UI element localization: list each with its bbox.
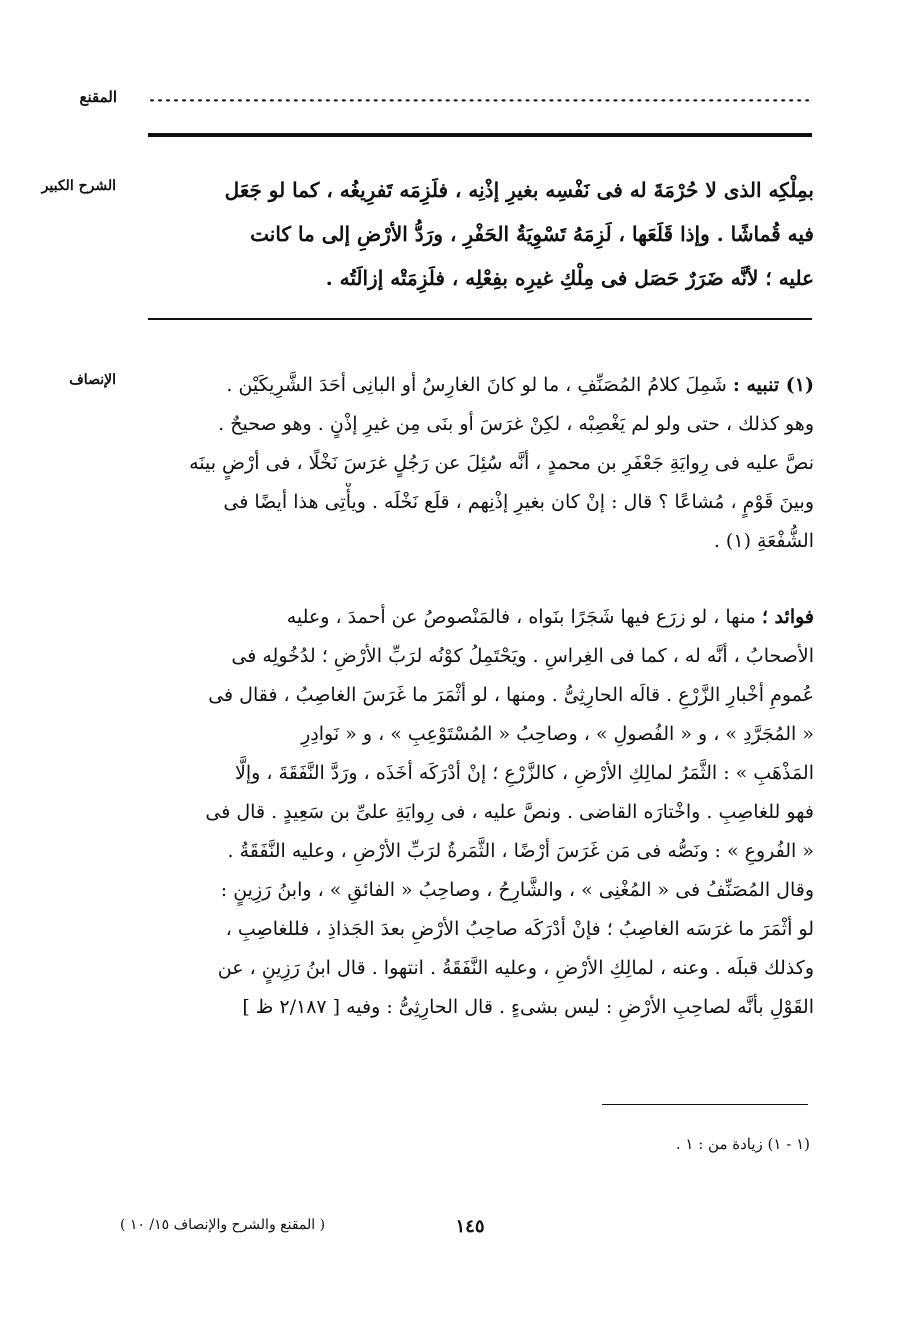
fawaid-line: لو أثْمَرَ ما غرَسَه الغاصِبُ ؛ فإنْ أدْرَكَه صاحِبُ الأرْضِ بعدَ الجَذاذِ ، فللغاصِبِ ، xyxy=(225,918,814,940)
side-label-insaf: الإنصاف xyxy=(69,372,116,388)
sharh-line: بمِلْكِه الذى لا حُرْمَةَ له فى نَفْسِه بغيرِ إذْنِه ، فلَزِمَه تَفرِيغُه ، كما لو جَعَل xyxy=(224,178,814,202)
section-divider-rule xyxy=(148,318,812,320)
fawaid-line: عُمومِ أخْبارِ الزَّرْعِ . قالَه الحارِثِىُّ . ومنها ، لو أثْمَرَ ما غَرَسَ الغاصِبُ ، فقال فى xyxy=(208,684,814,706)
fawaid-line: فهو للغاصِبِ . واخْتارَه القاضى . ونصَّ عليه ، فى رِوايَةِ علىِّ بن سَعِيدٍ . قال فى xyxy=(205,801,814,823)
side-label-sharh: الشرح الكبير xyxy=(41,178,116,194)
fawaid-line: « المُجَرَّدِ » ، و « الفُصولِ » ، وصاحِبُ « المُسْتَوْعِبِ » ، و « نَوادِرِ xyxy=(301,723,814,745)
fawaid-line: وقال المُصَنِّفُ فى « المُغْنِى » ، والشَّارِحُ ، وصاحِبُ « الفائقِ » ، وابنُ رَزِينٍ : xyxy=(220,879,814,901)
sharh-line: فيه قُماشًا . وإذا قَلَعَها ، لَزِمَهُ تَسْوِيَةُ الحَفْرِ ، ورَدُّ الأرْضِ إلى ما كانت xyxy=(250,222,814,246)
tanbih-line: وبينَ قَوْمٍ ، مُشاعًا ؟ قال : إنْ كان بغيرِ إذْنِهم ، قلَع نَخْلَه . ويأْتِى هذا أيضًا فى xyxy=(223,491,814,513)
fawaid-line: فوائد ؛ منها ، لو زرَع فيها شَجَرًا بنَواه ، فالمَنْصوصُ عن أحمدَ ، وعليه xyxy=(286,606,814,628)
tanbih-lead: (١) تنبيه : xyxy=(732,374,814,396)
fawaid-line: « الفُروعِ » : ونَصُّه فى مَن غَرَسَ أرْضًا ، الثَّمَرةُ لرَبِّ الأرْضِ ، وعليه النَّفَقَةُ . xyxy=(227,840,814,862)
header-rule xyxy=(148,133,812,137)
sharh-line: عليه ؛ لأنَّه ضَرَرٌ حَصَل فى مِلْكِ غيرِه بفِعْلِه ، فلَزِمَتْه إزالَتُه . xyxy=(325,266,814,290)
fawaid-line: القَوْلِ بأنَّه لصاحِبِ الأرْضِ : ليس بشىءٍ . قال الحارِثِىُّ : وفيه [ ٢/١٨٧ ظ ] xyxy=(242,996,814,1018)
sharh-text-block xyxy=(146,168,814,300)
fawaid-line: وكذلك قبلَه . وعنه ، لمالِكِ الأرْضِ ، وعليه النَّفَقَةُ . انتهوا . قال ابنُ رَزِينٍ ، عن xyxy=(217,957,814,979)
fawaid-line: المَذْهَبِ » : الثَّمَرُ لمالِكِ الأرْضِ ، كالزَّرْعِ ؛ إنْ أدْرَكَه أخَذَه ، ورَدَّ النَّفَقَةَ ، وإلَّا xyxy=(235,762,814,784)
header-dotted-leader xyxy=(150,91,810,102)
tanbih-line: نصَّ عليه فى رِوايَةِ جَعْفَرِ بن محمدٍ ، أنَّه سُئِلَ عن رَجُلٍ غرَسَ نَخْلًا ، فى أرْضٍ بينَه xyxy=(189,452,814,474)
tanbih-line: الشُّفْعَةِ (١) . xyxy=(713,530,814,552)
footnote-rule xyxy=(602,1104,808,1105)
fawaid-line: الأصحابُ ، أنَّه له ، كما فى الغِراسِ . ويَحْتَمِلُ كوْنُه لرَبِّ الأرْضِ ؛ لدُخُولِه فى xyxy=(231,645,814,667)
fawaid-lead: فوائد ؛ xyxy=(761,606,814,628)
tanbih-line: وهو كذلك ، حتى ولو لم يَغْصِبْه ، لكِنْ غرَسَ أو بنَى مِن غيرِ إذْنٍ . وهو صحيحٌ . xyxy=(218,413,814,435)
tanbih-paragraph xyxy=(146,366,814,561)
volume-reference: ( المقنع والشرح والإنصاف ١٥/ ١٠ ) xyxy=(120,1217,326,1233)
running-header-title: المقنع xyxy=(79,88,117,106)
fawaid-paragraph xyxy=(146,598,814,1027)
tanbih-line: (١) تنبيه : شَمِلَ كلامُ المُصَنِّفِ ، ما لو كانَ الغارِسُ أو البانِى أحَدَ الشَّرِيكَيْن . xyxy=(226,374,814,396)
page-number: ١٤٥ xyxy=(455,1216,485,1237)
footnote: (١ - ١) زيادة من : ١ . xyxy=(675,1135,810,1153)
